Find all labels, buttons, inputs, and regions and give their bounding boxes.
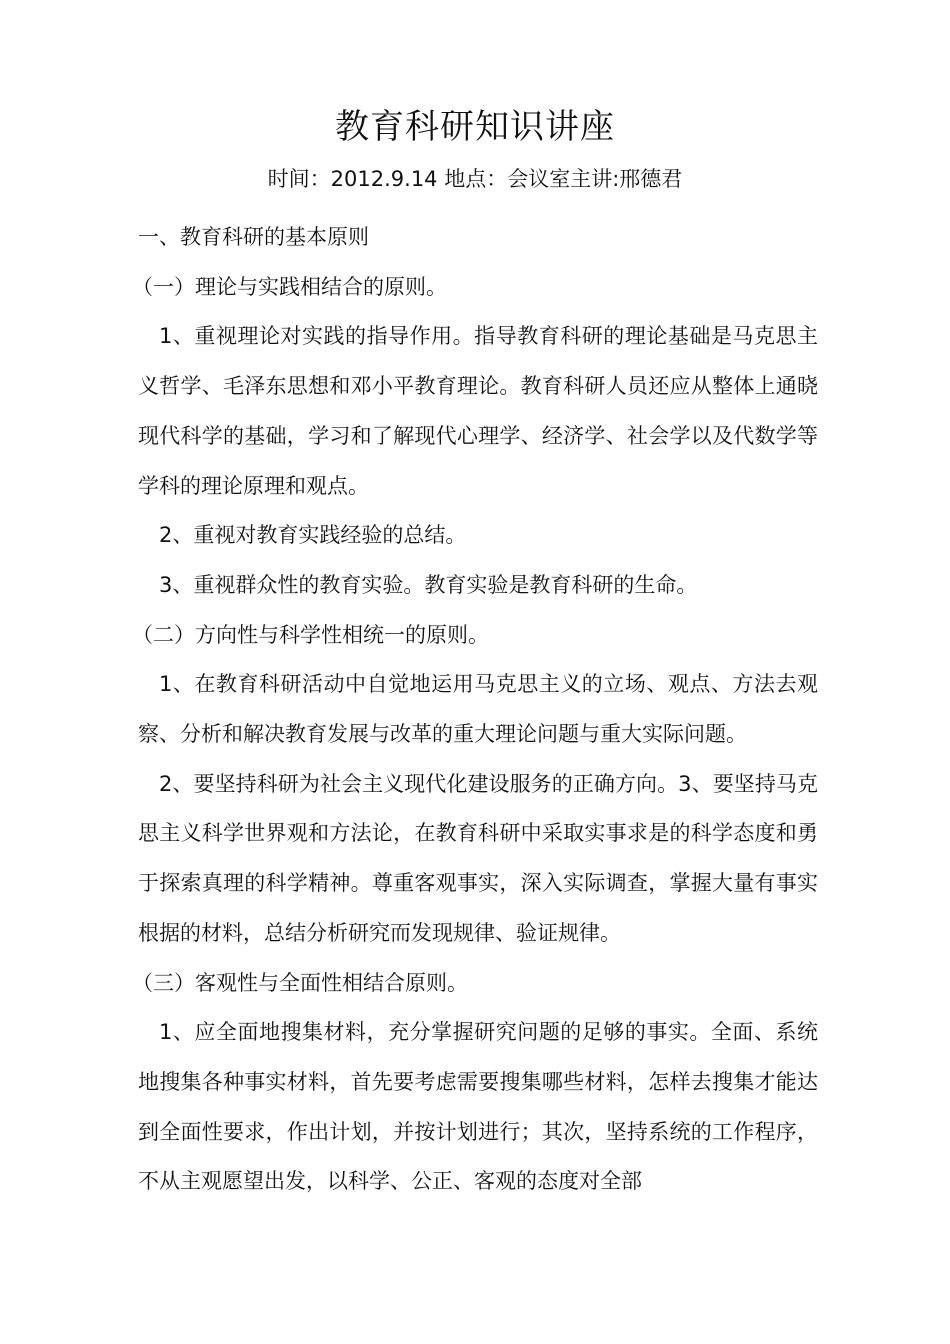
- body-paragraph: 1、重视理论对实践的指导作用。指导教育科研的理论基础是马克思主义哲学、毛泽东思想和邓小平教育理论。教育科研人员还应从整体上通晓现代科学的基础，学习和了解现代心理学、经济学、社会学以及代数学等学科的理论原理和观点。: [138, 324, 818, 498]
- subsection-heading: （三）客观性与全面性相结合原则。: [132, 970, 468, 995]
- subsection-heading: （一）理论与实践相结合的原则。: [132, 274, 447, 299]
- body-paragraph: 2、重视对教育实践经验的总结。: [159, 523, 467, 548]
- page-title: 教育科研知识讲座: [335, 107, 615, 147]
- document-body: [132, 213, 818, 1207]
- body-paragraph: 1、应全面地搜集材料，充分掌握研究问题的足够的事实。全面、系统地搜集各种事实材料，首先要考虑需要搜集哪些材料，怎样去搜集才能达到全面性要求，作出计划，并按计划进行；其次，坚持系统的工作程序，不从主观愿望出发，以科学、公正、客观的态度对全部: [138, 1020, 818, 1194]
- body-paragraph: 2、要坚持科研为社会主义现代化建设服务的正确方向。3、要坚持马克思主义科学世界观和方法论，在教育科研中采取实事求是的科学态度和勇于探索真理的科学精神。尊重客观事实，深入实际调查，掌握大量有事实根据的材料，总结分析研究而发现规律、验证规律。: [138, 771, 818, 945]
- section-heading: 一、教育科研的基本原则: [138, 225, 369, 249]
- body-paragraph: 3、重视群众性的教育实验。教育实验是教育科研的生命。: [159, 572, 698, 597]
- lecture-meta: 时间：2012.9.14 地点：会议室主讲:邢德君: [267, 167, 683, 191]
- subsection-heading: （二）方向性与科学性相统一的原则。: [132, 622, 489, 647]
- body-paragraph: 1、在教育科研活动中自觉地运用马克思主义的立场、观点、方法去观察、分析和解决教育发展与改革的重大理论问题与重大实际问题。: [138, 672, 818, 747]
